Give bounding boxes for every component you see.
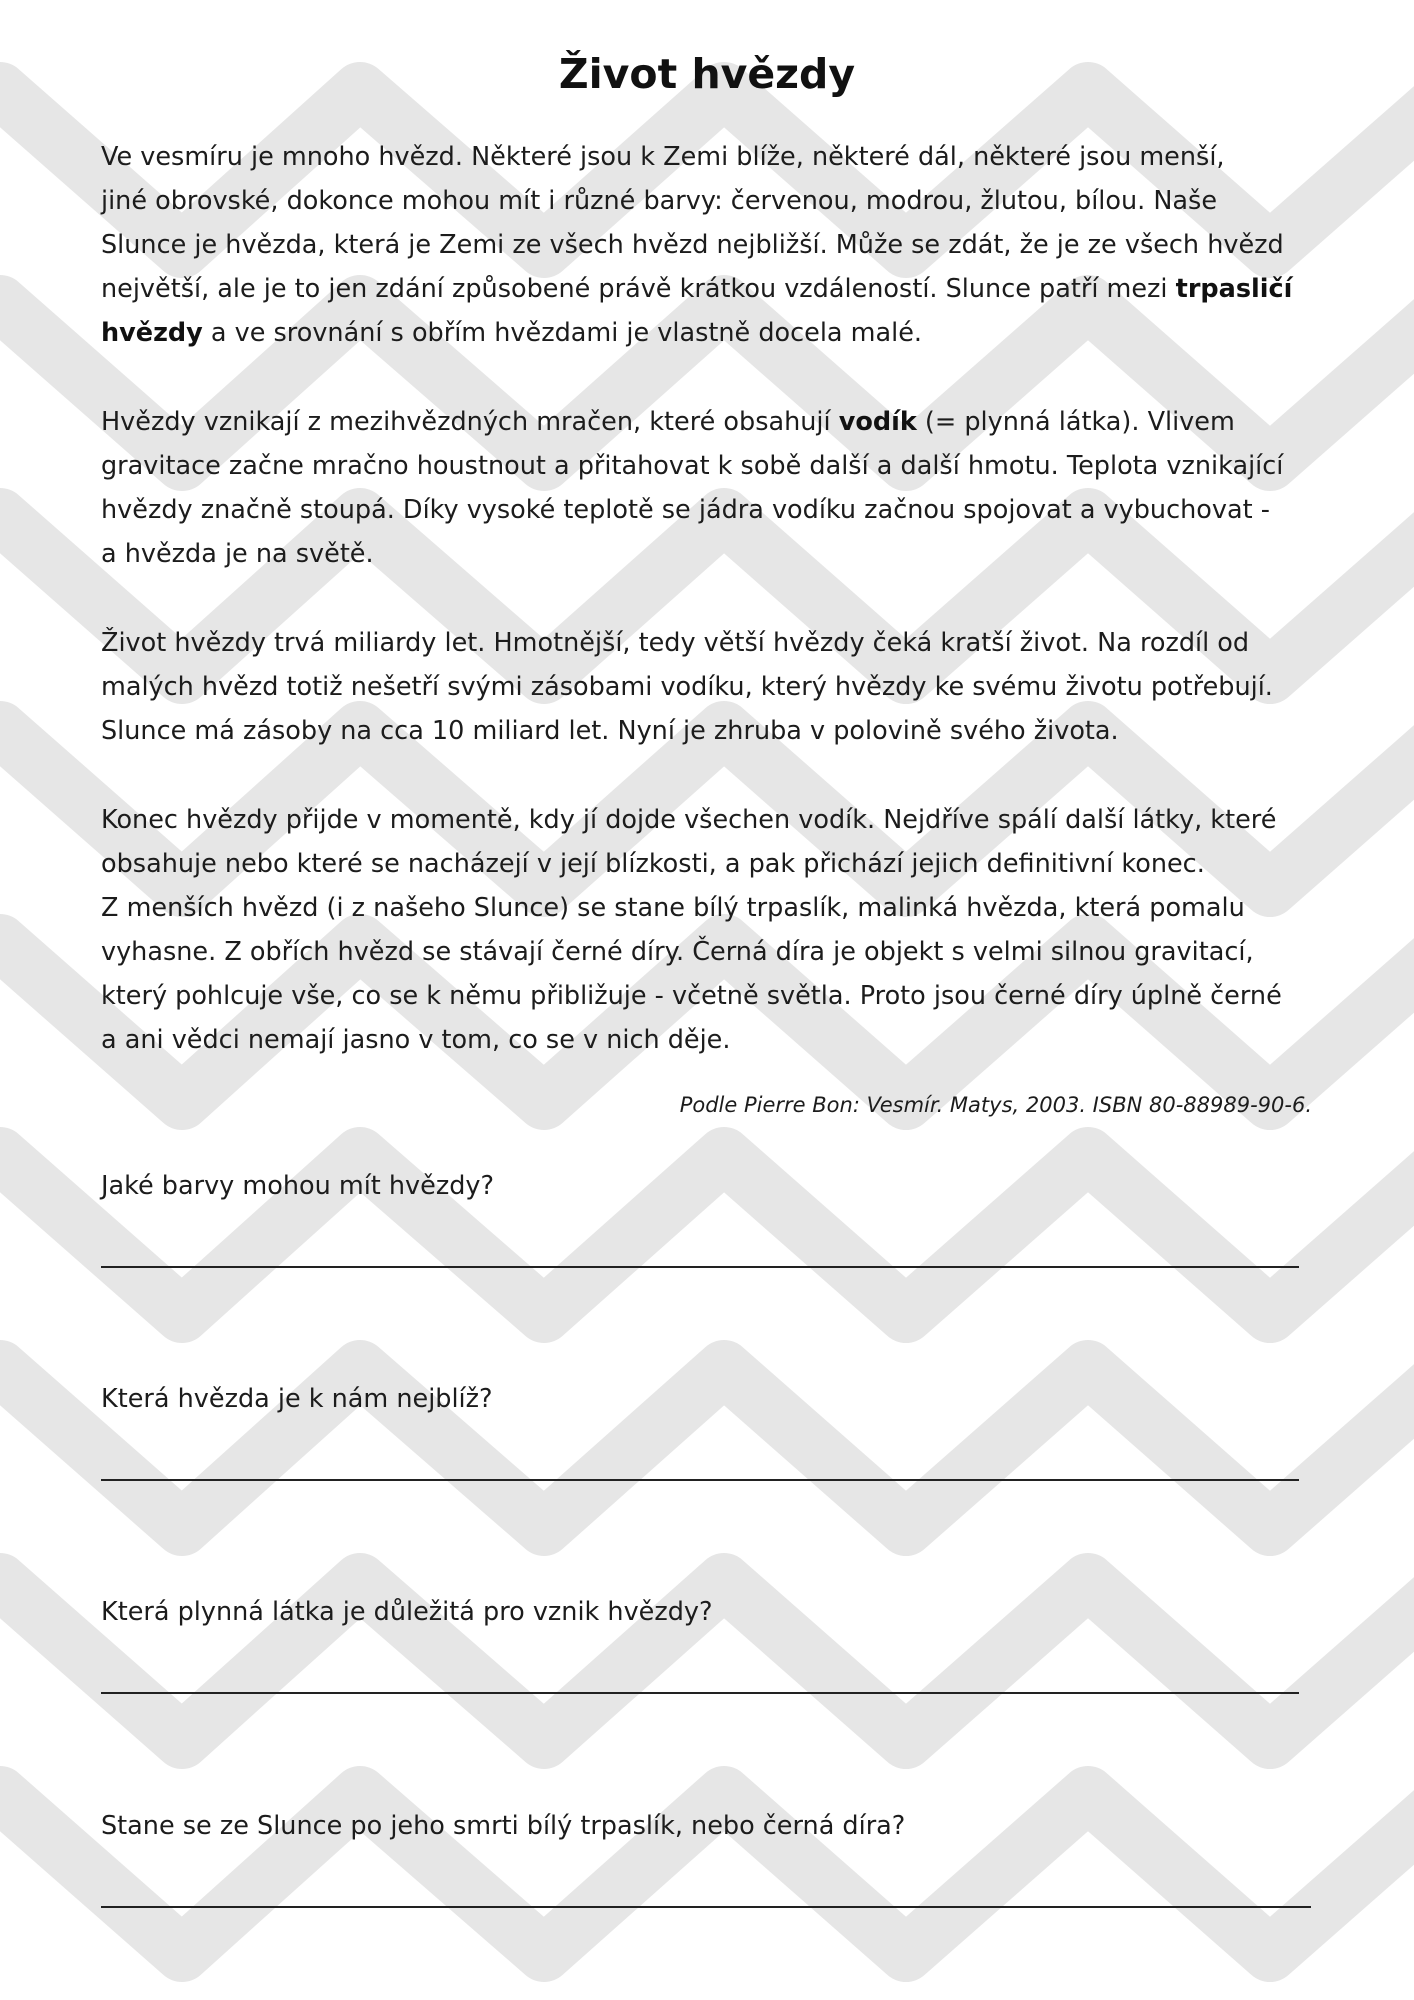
text-line <box>101 267 1326 311</box>
text-line <box>101 400 1326 444</box>
text-line: který pohlcuje vše, co se k němu přibližuje - včetně světla. Proto jsou černé díry úplně černé <box>101 981 1282 1011</box>
text-line: malých hvězd totiž nešetří svými zásobami vodíku, který hvězdy ke svému životu potřebují. <box>101 672 1273 702</box>
bold-term: hvězdy <box>101 318 203 348</box>
text-line: a ani vědci nemají jasno v tom, co se v nich děje. <box>101 1025 731 1055</box>
answer-line-4[interactable] <box>101 1906 1311 1908</box>
text-run: největší, ale je to jen zdání způsobené právě krátkou vzdáleností. Slunce patří mezi <box>101 274 1176 304</box>
text-line: Život hvězdy trvá miliardy let. Hmotnější, tedy větší hvězdy čeká kratší život. Na rozdíl od <box>101 628 1250 658</box>
text-line: vyhasne. Z obřích hvězd se stávají černé díry. Černá díra je objekt s velmi silnou gravitací, <box>101 937 1254 967</box>
answer-line-2[interactable] <box>101 1479 1299 1481</box>
text-line: hvězdy značně stoupá. Díky vysoké teplotě se jádra vodíku začnou spojovat a vybuchovat - <box>101 495 1270 525</box>
answer-line-3[interactable] <box>101 1692 1299 1694</box>
paragraph-4 <box>101 798 1326 1062</box>
text-run: (= plynná látka). Vlivem <box>916 407 1235 437</box>
text-line: Ve vesmíru je mnoho hvězd. Některé jsou k Zemi blíže, některé dál, některé jsou menší, <box>101 142 1225 172</box>
text-run: a ve srovnání s obřím hvězdami je vlastně docela malé. <box>202 318 923 348</box>
paragraph-1 <box>101 135 1326 355</box>
text-line: Konec hvězdy přijde v momentě, kdy jí dojde všechen vodík. Nejdříve spálí další látky, které <box>101 805 1277 835</box>
question-4: Stane se ze Slunce po jeho smrti bílý trpaslík, nebo černá díra? <box>101 1811 906 1841</box>
bold-term: vodík <box>838 407 917 437</box>
text-line: obsahuje nebo které se nacházejí v její blízkosti, a pak přichází jejich definitivní konec. <box>101 849 1205 879</box>
bold-term: trpasličí <box>1175 274 1293 304</box>
text-line <box>101 311 1326 355</box>
question-3: Která plynná látka je důležitá pro vznik hvězdy? <box>101 1597 713 1627</box>
question-1: Jaké barvy mohou mít hvězdy? <box>101 1171 495 1201</box>
answer-line-1[interactable] <box>101 1266 1299 1268</box>
text-run: Hvězdy vznikají z mezihvězdných mračen, které obsahují <box>101 407 839 437</box>
text-line: gravitace začne mračno houstnout a přitahovat k sobě další a další hmotu. Teplota vznikající <box>101 451 1284 481</box>
source-citation: Podle Pierre Bon: Vesmír. Matys, 2003. ISBN 80-88989-90-6. <box>679 1093 1312 1117</box>
text-line: Slunce je hvězda, která je Zemi ze všech hvězd nejbližší. Může se zdát, že je ze všech hvězd <box>101 230 1284 260</box>
text-line: Slunce má zásoby na cca 10 miliard let. Nyní je zhruba v polovině svého života. <box>101 716 1119 746</box>
page-title: Život hvězdy <box>558 50 856 98</box>
text-line: a hvězda je na světě. <box>101 539 374 569</box>
question-2: Která hvězda je k nám nejblíž? <box>101 1384 493 1414</box>
paragraph-3 <box>101 621 1326 753</box>
paragraph-2 <box>101 400 1326 576</box>
text-line: Z menších hvězd (i z našeho Slunce) se stane bílý trpaslík, malinká hvězda, která pomalu <box>101 893 1245 923</box>
text-line: jiné obrovské, dokonce mohou mít i různé barvy: červenou, modrou, žlutou, bílou. Naše <box>101 186 1218 216</box>
